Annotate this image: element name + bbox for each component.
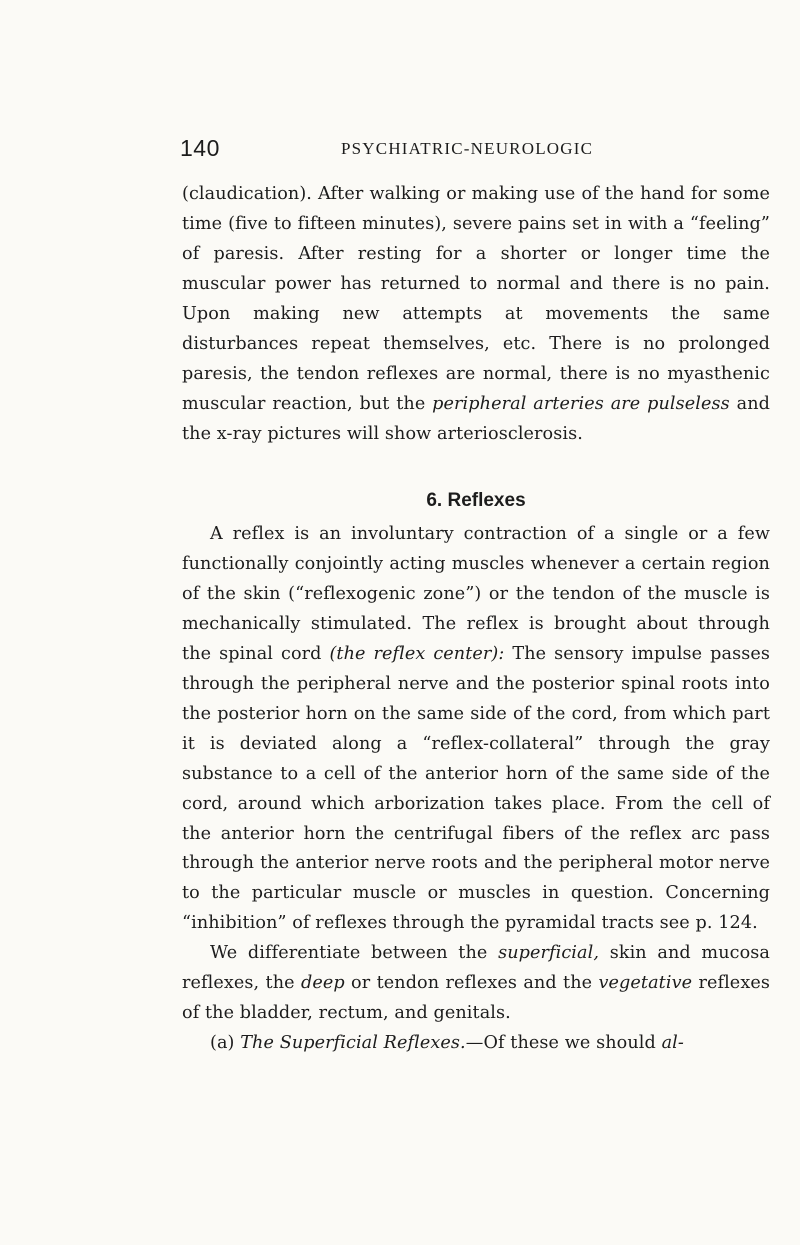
italic-phrase: The Superficial Reflexes. <box>240 1033 466 1054</box>
paragraph-text: (a) <box>210 1033 241 1054</box>
italic-phrase: deep <box>300 973 345 994</box>
paragraph-claudication <box>182 180 770 450</box>
italic-phrase: peripheral arteries are pulseless <box>432 393 730 414</box>
italic-phrase: (the reflex center): <box>329 643 505 664</box>
paragraph-text: A reflex is an involuntary contraction of a single or a few functionally conjointly acting muscles whenever a certain region of the skin (“reflexogenic zone”) or the tendon of the muscle is mechanically stimulated. The reflex is brought about through the spinal cord <box>182 524 770 664</box>
text-block-top <box>182 180 770 450</box>
text-block-reflexes <box>182 520 770 1059</box>
section-heading: 6. Reflexes <box>426 490 526 511</box>
italic-phrase: superficial, <box>498 943 600 964</box>
paragraph-superficial-reflexes <box>182 1029 770 1059</box>
italic-phrase: vegetative <box>598 973 693 994</box>
italic-phrase: al- <box>661 1033 684 1054</box>
paragraph-reflex-types <box>182 939 770 1029</box>
paragraph-text: —Of these we should <box>465 1033 662 1054</box>
paragraph-text: reflexes of the bladder, rectum, and genitals. <box>182 973 770 1024</box>
page-header <box>180 135 770 165</box>
paragraph-text: or tendon reflexes and the <box>344 973 599 994</box>
page-number: 140 <box>180 135 220 161</box>
paragraph-text: skin and mucosa reflexes, the <box>182 943 770 994</box>
paragraph-text: We differentiate between the <box>210 943 499 964</box>
paragraph-text: and the x-ray pictures will show arteriosclerosis. <box>182 393 770 444</box>
paragraph-reflex-definition <box>182 520 770 939</box>
running-head: PSYCHIATRIC-NEUROLOGIC <box>341 139 594 158</box>
paragraph-text: (claudication). After walking or making use of the hand for some time (five to fifteen minutes), severe pains set in with a “feeling” of paresis. After resting for a shorter or longer time the muscular power has returned to normal and there is no pain. Upon making new attempts at movements the same disturbances repeat themselves, etc. There is no prolonged paresis, the tendon reflexes are normal, there is no myasthenic muscular reaction, but the <box>182 184 770 414</box>
paragraph-text: The sensory impulse passes through the peripheral nerve and the posterior spinal roots into the posterior horn on the same side of the cord, from which part it is deviated along a “reflex-collateral” through the gray substance to a cell of the anterior horn of the same side of the cord, around which arborization takes place. From the cell of the anterior horn the centrifugal fibers of the reflex arc pass through the anterior nerve roots and the peripheral motor nerve to the particular muscle or muscles in question. Concerning “inhibition” of reflexes through the pyramidal tracts see p. 124. <box>182 643 770 934</box>
